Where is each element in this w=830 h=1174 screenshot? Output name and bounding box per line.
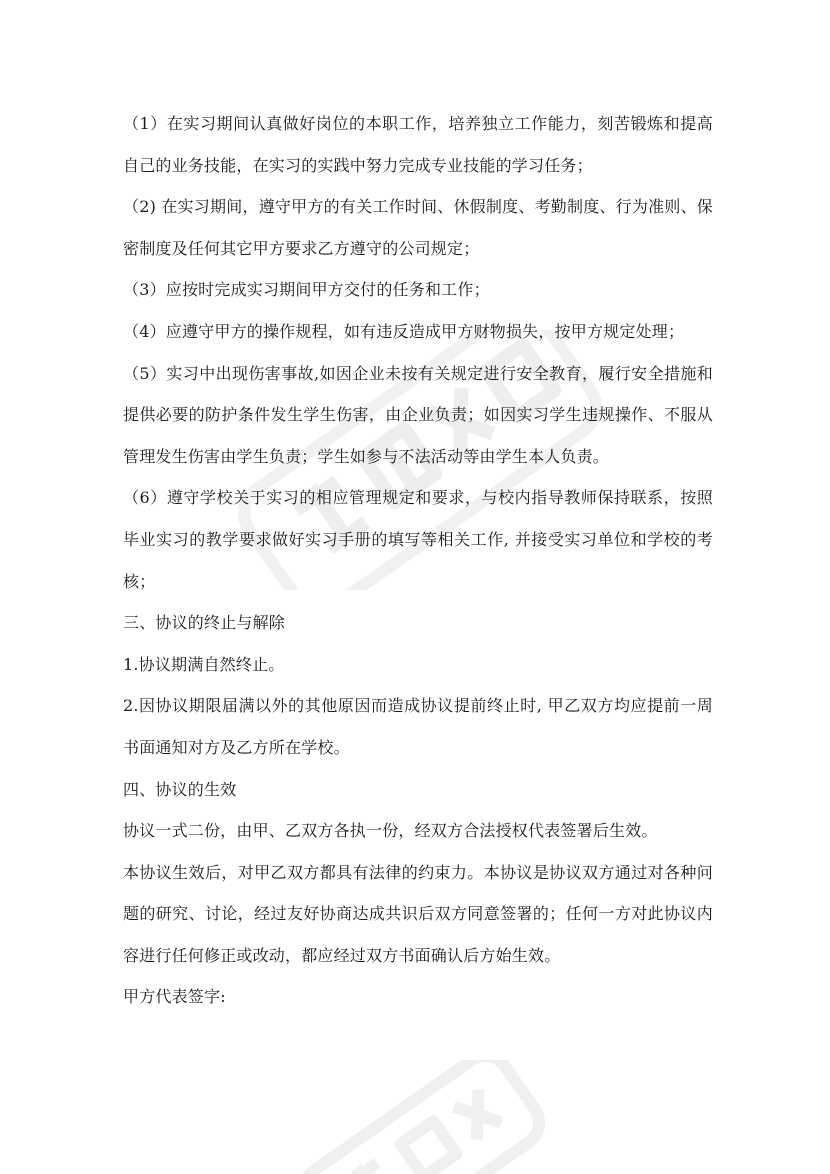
paragraph-termination-1: 1.协议期满自然终止。 xyxy=(123,654,285,674)
watermark-logo-bottom xyxy=(260,1060,560,1174)
section-heading-termination: 三、协议的终止与解除 xyxy=(123,613,286,633)
section-heading-effectiveness: 四、协议的生效 xyxy=(123,779,237,799)
paragraph-duty-3: （3）应按时完成实习期间甲方交付的任务和工作； xyxy=(123,280,490,300)
paragraph-effectiveness-2: 本协议生效后，对甲乙双方都具有法律的约束力。本协议是协议双方通过对各种问题的研究、讨论，经过友好协商达成共识后双方同意签署的；任何一方对此协议内容进行任何修正或改动，都应经过双方书面确认后方始生效。 xyxy=(123,862,713,965)
paragraph-duty-5: （5）实习中出现伤害事故,如因企业未按有关规定进行安全教育，履行安全措施和提供必要的防护条件发生学生伤害，由企业负责；如因实习学生违规操作、不服从管理发生伤害由学生负责；学生如参与不法活动等由学生本人负责。 xyxy=(123,363,713,466)
paragraph-duty-4: （4）应遵守甲方的操作规程，如有违反造成甲方财物损失，按甲方规定处理； xyxy=(123,321,685,341)
paragraph-effectiveness-1: 协议一式二份，由甲、乙双方各执一份，经双方合法授权代表签署后生效。 xyxy=(123,821,658,841)
signature-label-party-a: 甲方代表签字: xyxy=(123,987,226,1007)
paragraph-duty-6: （6）遵守学校关于实习的相应管理规定和要求，与校内指导教师保持联系，按照毕业实习的教学要求做好实习手册的填写等相关工作, 并接受实习单位和学校的考核； xyxy=(123,488,713,591)
document-body xyxy=(123,103,713,1018)
paragraph-duty-1: （1）在实习期间认真做好岗位的本职工作，培养独立工作能力，刻苦锻炼和提高自己的业务技能，在实习的实践中努力完成专业技能的学习任务； xyxy=(123,114,713,175)
paragraph-termination-2: 2.因协议期限届满以外的其他原因而造成协议提前终止时, 甲乙双方均应提前一周书面通知对方及乙方所在学校。 xyxy=(123,696,713,757)
paragraph-duty-2: （2) 在实习期间，遵守甲方的有关工作时间、休假制度、考勤制度、行为准则、保密制度及任何其它甲方要求乙方遵守的公司规定； xyxy=(123,197,713,258)
